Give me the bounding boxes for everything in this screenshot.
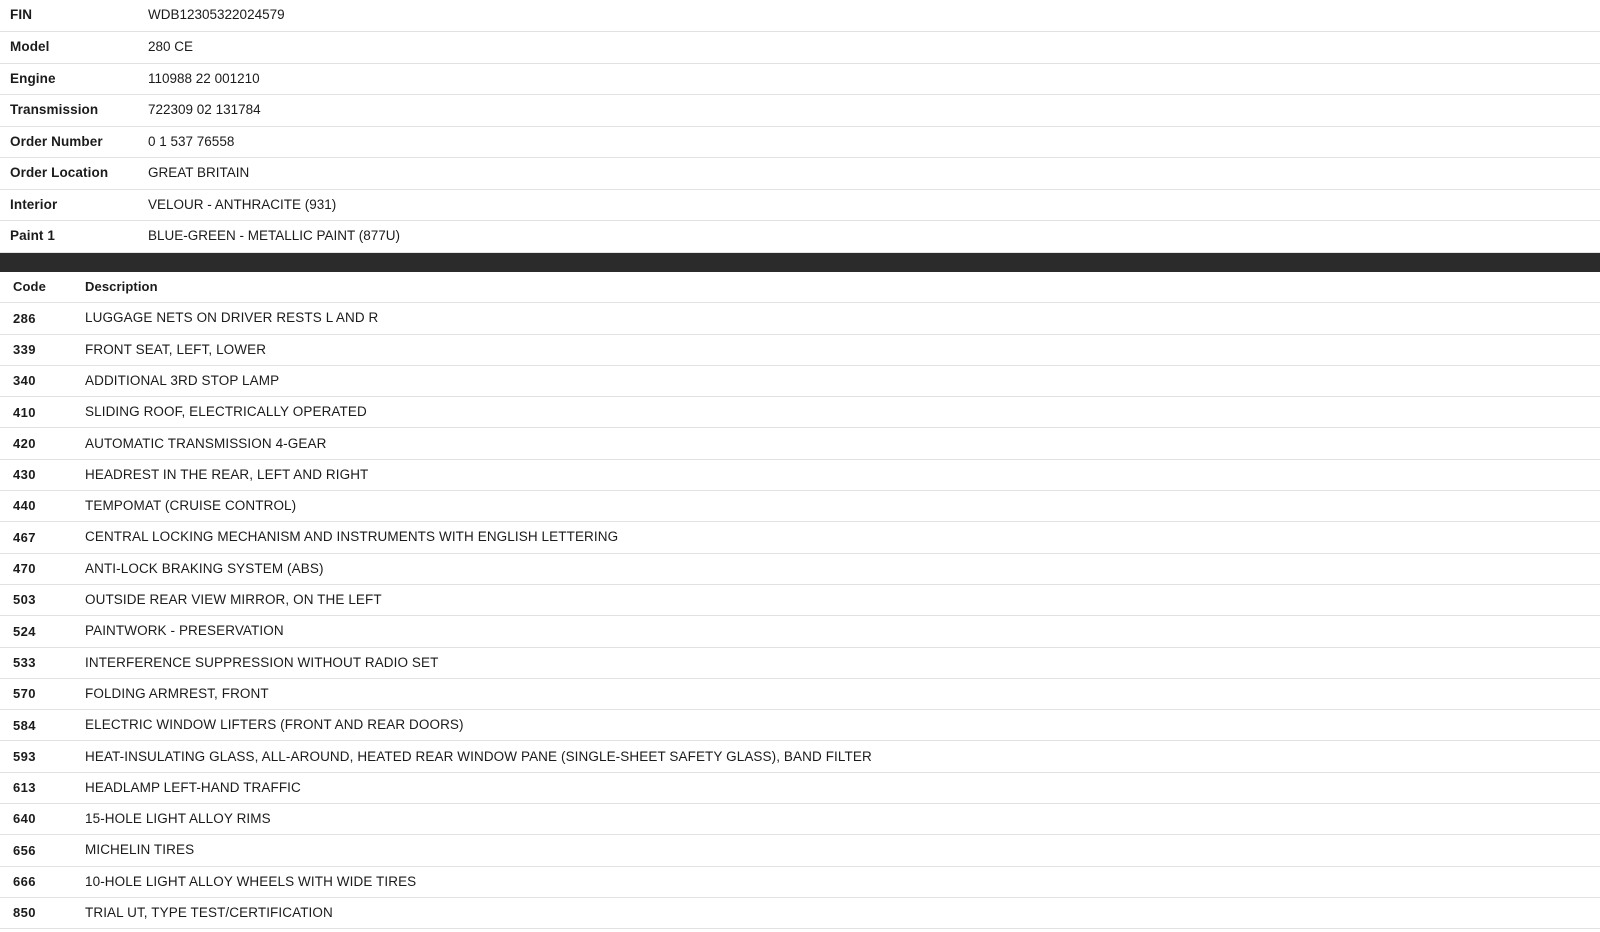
equipment-code: 524 <box>0 616 68 647</box>
equipment-code: 613 <box>0 772 68 803</box>
table-row <box>0 63 1600 95</box>
info-label: Transmission <box>0 95 130 127</box>
table-row <box>0 397 1600 428</box>
table-row <box>0 522 1600 553</box>
equipment-code: 640 <box>0 804 68 835</box>
table-row <box>0 428 1600 459</box>
equipment-description: ADDITIONAL 3RD STOP LAMP <box>68 365 1600 396</box>
info-value: BLUE-GREEN - METALLIC PAINT (877U) <box>130 221 1600 253</box>
table-row <box>0 334 1600 365</box>
column-header-code: Code <box>0 272 68 303</box>
info-label: Order Number <box>0 126 130 158</box>
table-row <box>0 95 1600 127</box>
table-row <box>0 866 1600 897</box>
equipment-code: 533 <box>0 647 68 678</box>
equipment-table-head <box>0 272 1600 303</box>
equipment-description: AUTOMATIC TRANSMISSION 4-GEAR <box>68 428 1600 459</box>
table-row <box>0 553 1600 584</box>
info-value: 280 CE <box>130 32 1600 64</box>
table-row <box>0 835 1600 866</box>
equipment-table-body <box>0 303 1600 929</box>
equipment-code: 666 <box>0 866 68 897</box>
table-row <box>0 678 1600 709</box>
table-row <box>0 459 1600 490</box>
equipment-description: HEAT-INSULATING GLASS, ALL-AROUND, HEATED REAR WINDOW PANE (SINGLE-SHEET SAFETY GLASS), BAND FILTER <box>68 741 1600 772</box>
equipment-code: 410 <box>0 397 68 428</box>
equipment-description: 15-HOLE LIGHT ALLOY RIMS <box>68 804 1600 835</box>
equipment-description: TRIAL UT, TYPE TEST/CERTIFICATION <box>68 897 1600 928</box>
equipment-code: 593 <box>0 741 68 772</box>
equipment-code: 656 <box>0 835 68 866</box>
equipment-code: 430 <box>0 459 68 490</box>
info-label: Engine <box>0 63 130 95</box>
equipment-codes-table <box>0 272 1600 930</box>
equipment-code: 470 <box>0 553 68 584</box>
table-row <box>0 303 1600 334</box>
equipment-description: INTERFERENCE SUPPRESSION WITHOUT RADIO SET <box>68 647 1600 678</box>
equipment-description: FOLDING ARMREST, FRONT <box>68 678 1600 709</box>
table-row <box>0 741 1600 772</box>
table-row <box>0 772 1600 803</box>
equipment-description: HEADLAMP LEFT-HAND TRAFFIC <box>68 772 1600 803</box>
equipment-code: 420 <box>0 428 68 459</box>
info-value: 0 1 537 76558 <box>130 126 1600 158</box>
table-row <box>0 0 1600 32</box>
table-row <box>0 126 1600 158</box>
table-row <box>0 710 1600 741</box>
equipment-code: 584 <box>0 710 68 741</box>
equipment-code: 286 <box>0 303 68 334</box>
info-label: Paint 1 <box>0 221 130 253</box>
info-label: Order Location <box>0 158 130 190</box>
vehicle-info-table <box>0 0 1600 253</box>
equipment-description: FRONT SEAT, LEFT, LOWER <box>68 334 1600 365</box>
table-row <box>0 584 1600 615</box>
info-value: 722309 02 131784 <box>130 95 1600 127</box>
table-row <box>0 365 1600 396</box>
equipment-description: 10-HOLE LIGHT ALLOY WHEELS WITH WIDE TIRES <box>68 866 1600 897</box>
equipment-description: HEADREST IN THE REAR, LEFT AND RIGHT <box>68 459 1600 490</box>
table-header-row <box>0 272 1600 303</box>
equipment-description: ANTI-LOCK BRAKING SYSTEM (ABS) <box>68 553 1600 584</box>
info-label: FIN <box>0 0 130 32</box>
table-row <box>0 616 1600 647</box>
equipment-description: SLIDING ROOF, ELECTRICALLY OPERATED <box>68 397 1600 428</box>
info-label: Model <box>0 32 130 64</box>
info-value: VELOUR - ANTHRACITE (931) <box>130 189 1600 221</box>
equipment-code: 467 <box>0 522 68 553</box>
equipment-code: 850 <box>0 897 68 928</box>
equipment-description: CENTRAL LOCKING MECHANISM AND INSTRUMENTS WITH ENGLISH LETTERING <box>68 522 1600 553</box>
equipment-code: 339 <box>0 334 68 365</box>
table-row <box>0 804 1600 835</box>
equipment-code: 340 <box>0 365 68 396</box>
equipment-code: 570 <box>0 678 68 709</box>
table-row <box>0 491 1600 522</box>
table-row <box>0 158 1600 190</box>
equipment-description: TEMPOMAT (CRUISE CONTROL) <box>68 491 1600 522</box>
table-row <box>0 897 1600 928</box>
info-value: WDB12305322024579 <box>130 0 1600 32</box>
equipment-code: 440 <box>0 491 68 522</box>
equipment-description: PAINTWORK - PRESERVATION <box>68 616 1600 647</box>
equipment-description: OUTSIDE REAR VIEW MIRROR, ON THE LEFT <box>68 584 1600 615</box>
equipment-description: MICHELIN TIRES <box>68 835 1600 866</box>
info-value: GREAT BRITAIN <box>130 158 1600 190</box>
section-divider-band <box>0 253 1600 272</box>
vehicle-info-body <box>0 0 1600 252</box>
table-row <box>0 32 1600 64</box>
table-row <box>0 221 1600 253</box>
info-value: 110988 22 001210 <box>130 63 1600 95</box>
equipment-description: LUGGAGE NETS ON DRIVER RESTS L AND R <box>68 303 1600 334</box>
info-label: Interior <box>0 189 130 221</box>
equipment-code: 503 <box>0 584 68 615</box>
table-row <box>0 647 1600 678</box>
column-header-description: Description <box>68 272 1600 303</box>
equipment-description: ELECTRIC WINDOW LIFTERS (FRONT AND REAR DOORS) <box>68 710 1600 741</box>
table-row <box>0 189 1600 221</box>
